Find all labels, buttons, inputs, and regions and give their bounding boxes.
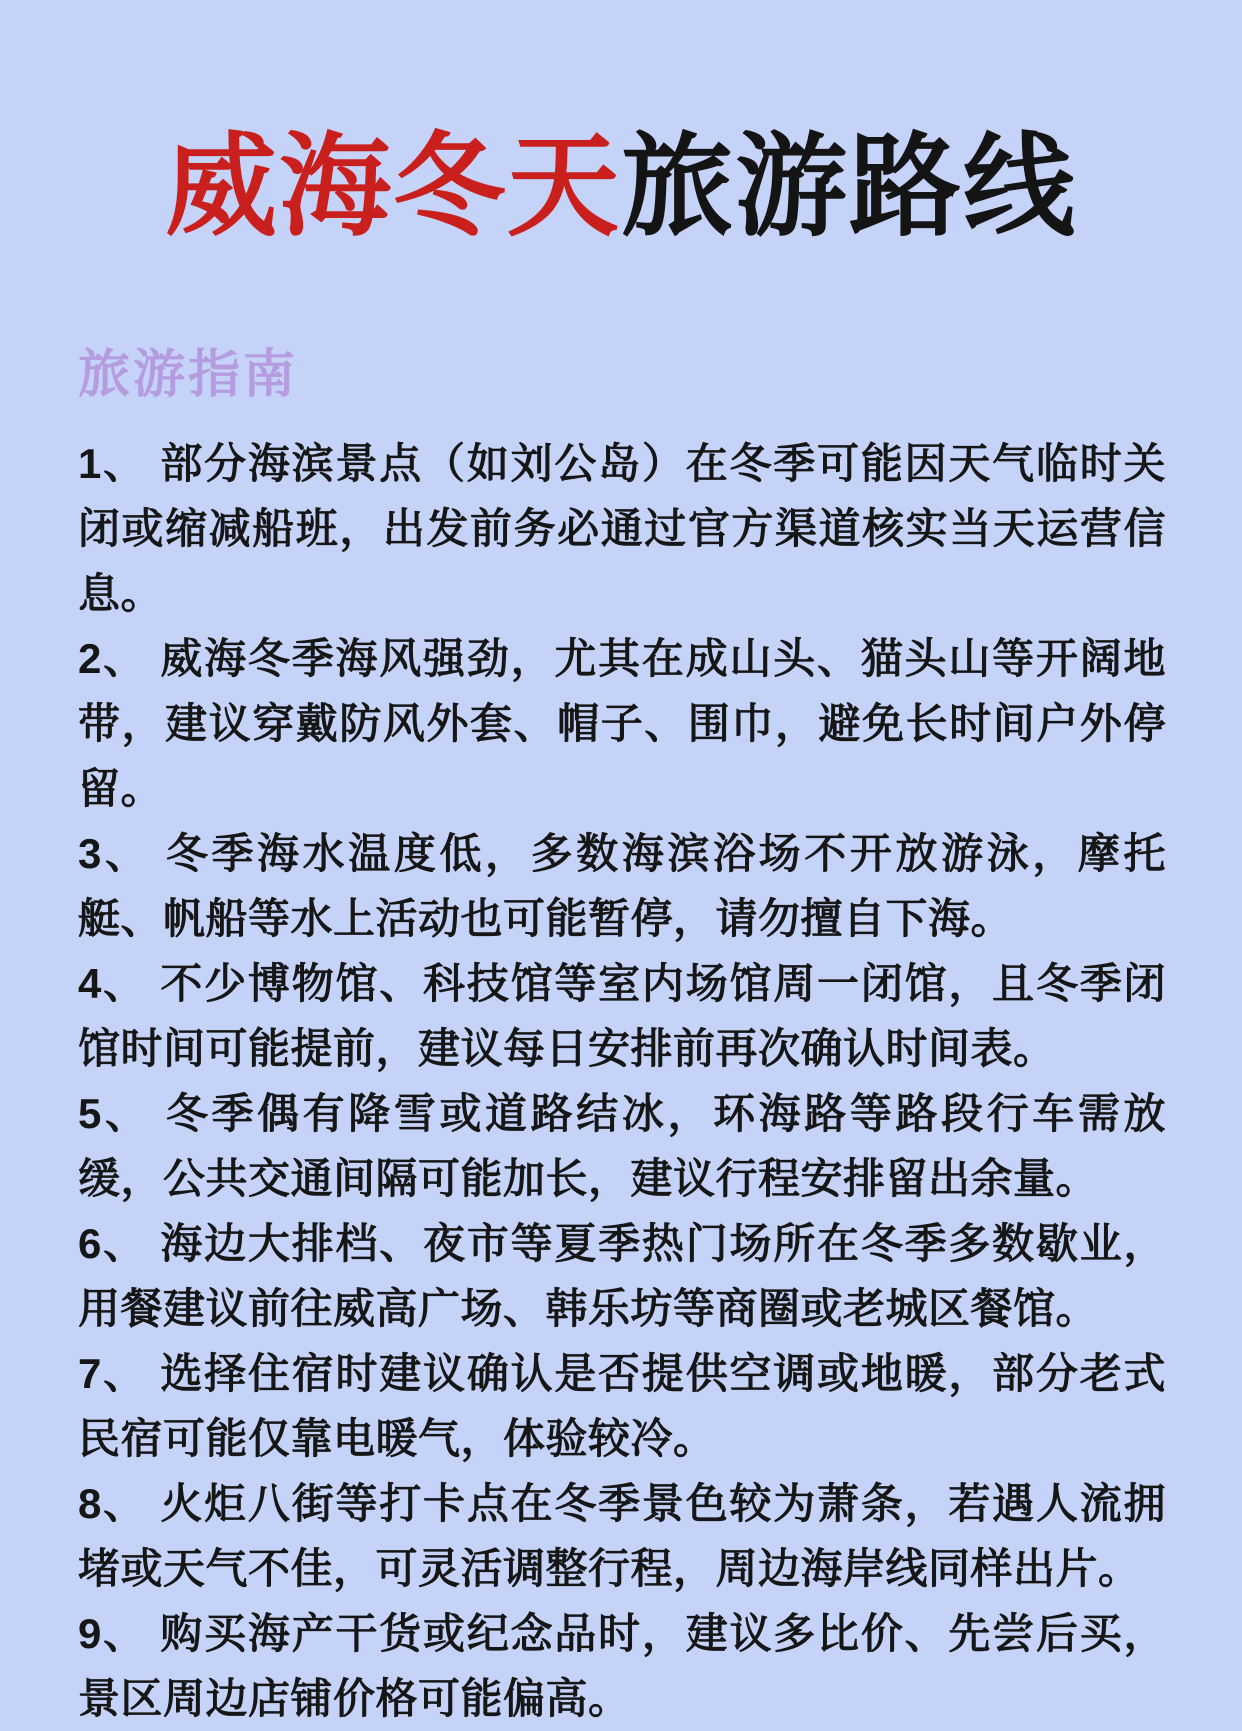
tip-item-7: 7、 选择住宿时建议确认是否提供空调或地暖，部分老式民宿可能仅靠电暖气，体验较冷。: [78, 1350, 1166, 1463]
tip-item-1: 1、 部分海滨景点（如刘公岛）在冬季可能因天气临时关闭或缩减船班，出发前务必通过官方渠道核实当天运营信息。: [78, 440, 1166, 618]
tip-item-9: 9、 购买海产干货或纪念品时，建议多比价、先尝后买，景区周边店铺价格可能偏高。: [78, 1610, 1166, 1723]
tip-item-3: 3、 冬季海水温度低，多数海滨浴场不开放游泳，摩托艇、帆船等水上活动也可能暂停，请勿擅自下海。: [78, 830, 1166, 943]
tip-item-6: 6、 海边大排档、夜市等夏季热门场所在冬季多数歇业，用餐建议前往威高广场、韩乐坊等商圈或老城区餐馆。: [78, 1220, 1166, 1333]
page-title-highlight: 威海冬天: [165, 124, 621, 250]
page-title-rest: 旅游路线: [621, 124, 1077, 250]
tip-item-4: 4、 不少博物馆、科技馆等室内场馆周一闭馆，且冬季闭馆时间可能提前，建议每日安排前再次确认时间表。: [78, 960, 1166, 1073]
tip-item-2: 2、 威海冬季海风强劲，尤其在成山头、猫头山等开阔地带，建议穿戴防风外套、帽子、围巾，避免长时间户外停留。: [78, 635, 1166, 813]
tips-list: [78, 431, 1166, 1731]
tip-item-5: 5、 冬季偶有降雪或道路结冰，环海路等路段行车需放缓，公共交通间隔可能加长，建议行程安排留出余量。: [78, 1090, 1166, 1203]
section-subtitle: 旅游指南: [78, 346, 299, 405]
page-title: [0, 117, 1242, 257]
tip-item-8: 8、 火炬八街等打卡点在冬季景色较为萧条，若遇人流拥堵或天气不佳，可灵活调整行程，周边海岸线同样出片。: [78, 1480, 1166, 1593]
